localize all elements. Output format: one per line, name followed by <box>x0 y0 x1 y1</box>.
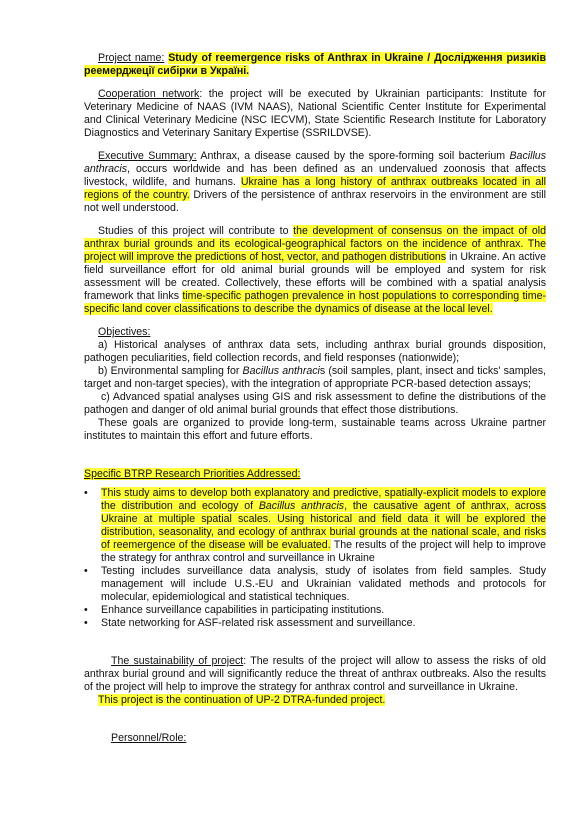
objective-c: c) Advanced spatial analyses using GIS and risk assessment to define the distributions of the pathogen and danger of old animal burial grounds that effect those distributions. <box>84 391 546 416</box>
summary-text: Drivers of the persistence of anthrax reservoirs in the environment are still not well understood. <box>84 189 546 214</box>
studies-text: Studies of this project will contribute to <box>98 225 294 237</box>
document-page <box>84 52 546 745</box>
sustainability-paragraph <box>84 655 546 694</box>
priority-text: State networking for ASF-related risk assessment and surveillance. <box>101 617 416 629</box>
objective-a: a) Historical analyses of anthrax data sets, including anthrax burial grounds disposition, pathogen peculiarities, field collection records, and field responses (nationwide); <box>84 339 546 364</box>
objective-b-species: Bacillus anthraci <box>242 365 320 377</box>
priorities-label: Specific BTRP Research Priorities Addressed: <box>84 468 301 480</box>
priority-text: Enhance surveillance capabilities in participating institutions. <box>101 604 385 616</box>
cooperation-paragraph <box>84 88 546 140</box>
studies-text: in Ukraine. An active field surveillance effort for old animal burial grounds will be employed and system for risk assessment will be created. Collectively, these efforts will be combined with a spatial analysis framework that links <box>84 251 546 302</box>
priority-text: The results of the project will help to improve the strategy for anthrax control and surveillance in Ukraine <box>101 539 546 564</box>
executive-summary-label: Executive Summary: <box>98 150 197 162</box>
studies-highlight: the development of consensus on the impact of old anthrax burial grounds and its ecological-geographical factors on the incidence of anthrax. The project will improve the predictions of host, vector, and pathogen distributions <box>84 225 546 263</box>
bullet-icon: • <box>84 487 88 499</box>
priority-text: Testing includes surveillance data analysis, study of isolates from field samples. Study management will include U.S.-EU and Ukrainian validated methods and protocols for molecular, epidemiological and statistical techniques. <box>101 565 546 603</box>
sustainability-label: The sustainability of project <box>111 655 244 667</box>
objectives-heading <box>84 326 546 339</box>
objectives-label: Objectives: <box>98 326 151 338</box>
list-item <box>84 617 546 630</box>
list-item <box>84 487 546 565</box>
priority-species: Bacillus anthracis <box>258 500 345 512</box>
project-title: Study of reemergence risks of Anthrax in Ukraine / Дослідження ризиків реемерджеції сибірки в Україні. <box>84 52 547 77</box>
objectives-goals: These goals are organized to provide long-term, sustainable teams across Ukraine partner institutes to maintain this effort and future efforts. <box>84 417 546 442</box>
list-item <box>84 604 546 617</box>
priority-highlight: , the causative agent of anthrax, across Ukraine at multiple spatial scales. Using historical and field data it will be explored the distribution, seasonality, and ecology of anthrax burial grounds at the national scale, and risks of reemergence of the disease will be evaluated. <box>101 500 546 551</box>
executive-summary-paragraph <box>84 150 546 215</box>
bullet-icon: • <box>84 617 88 629</box>
bullet-icon: • <box>84 604 88 616</box>
priorities-list <box>84 487 546 630</box>
project-name-paragraph <box>84 52 546 78</box>
sustainability-text: : The results of the project will allow to assess the risks of old anthrax burial ground and will significantly reduce the threat of anthrax outbreaks. Also the results of the project will help to improve the strategy for anthrax control and surveillance in Ukraine. <box>84 655 546 693</box>
summary-text: Anthrax, a disease caused by the spore-forming soil bacterium <box>196 150 510 162</box>
cooperation-text: : the project will be executed by Ukrainian participants: Institute for Veterinary Medicine of NAAS (IVM NAAS), National Scientific Center Institute for Experimental and Clinical Veterinary Medicine (NSC IECVM), State Scientific Research Institute for Laboratory Diagnostics and Veterinary Sanitary Expertise (SSRILDVSE). <box>84 88 546 139</box>
priorities-heading <box>84 468 546 481</box>
summary-text: , occurs worldwide and has been defined as an undervalued zoonosis that affects livestock, wildlife, and humans. <box>84 163 546 188</box>
studies-highlight: time-specific pathogen prevalence in host populations to corresponding time-specific land cover classifications to describe the dynamics of disease at the local level. <box>84 290 546 315</box>
summary-species: Bacillus anthracis <box>84 150 546 175</box>
priority-highlight: This study aims to develop both explanatory and predictive, spatially-explicit models to explore the distribution and ecology of <box>101 487 546 512</box>
bullet-icon: • <box>84 565 88 577</box>
personnel-heading <box>84 732 546 745</box>
studies-paragraph <box>84 225 546 316</box>
objective-b <box>84 365 546 391</box>
cooperation-label: Cooperation network <box>98 88 200 100</box>
project-name-label: Project name: <box>98 52 165 64</box>
continuation-highlight: This project is the continuation of UP-2 DTRA-funded project. <box>98 694 386 706</box>
continuation-paragraph <box>84 694 546 707</box>
list-item <box>84 565 546 604</box>
objective-b-text: s (soil samples, plant, insect and ticks' samples, target and non-target species), with the integration of appropriate PCR-based detection assays; <box>84 365 546 390</box>
personnel-label: Personnel/Role: <box>111 732 187 744</box>
summary-highlight: Ukraine has a long history of anthrax outbreaks located in all regions of the country. <box>84 176 546 201</box>
objective-b-text: b) Environmental sampling for <box>98 365 243 377</box>
